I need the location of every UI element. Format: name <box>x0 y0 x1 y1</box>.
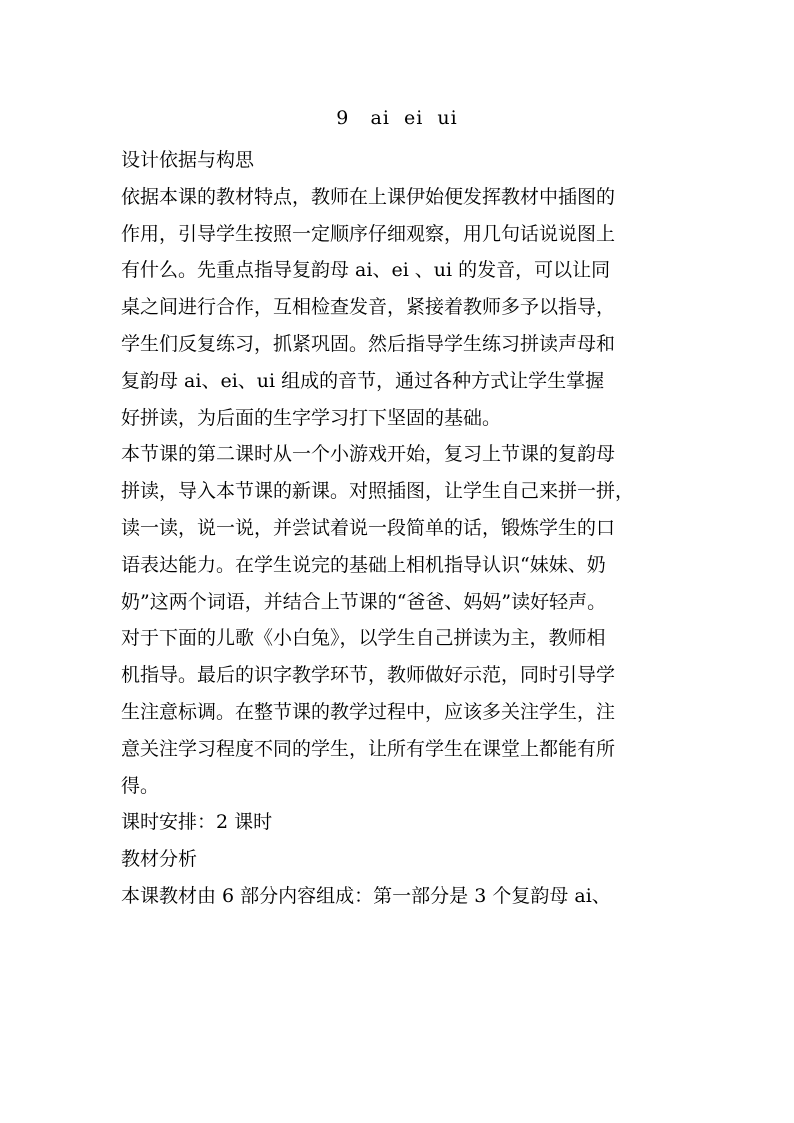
paragraph-line: 得。 <box>121 774 160 797</box>
paragraph-line: 机指导。最后的识字教学环节，教师做好示范，同时引导学 <box>121 664 616 687</box>
paragraph-line: 桌之间进行合作，互相检查发音，紧接着教师多予以指导， <box>121 296 616 319</box>
section-heading-design-basis: 设计依据与构思 <box>121 149 255 171</box>
schedule-line: 课时安排：2 课时 <box>121 811 273 834</box>
paragraph-line: 学生们反复练习，抓紧巩固。然后指导学生练习拼读声母和 <box>121 332 616 355</box>
paragraph-line: 好拼读，为后面的生字学习打下坚固的基础。 <box>121 406 502 429</box>
paragraph-line: 本课教材由 6 部分内容组成：第一部分是 3 个复韵母 ai、 <box>121 884 611 907</box>
lesson-title: 9 ai ei ui <box>336 107 458 129</box>
paragraph-line: 意关注学习程度不同的学生，让所有学生在课堂上都能有所 <box>121 737 616 760</box>
paragraph-line: 奶”这两个词语，并结合上节课的“爸爸、妈妈”读好轻声。 <box>121 590 607 613</box>
document-body <box>121 142 681 915</box>
paragraph-line: 对于下面的儿歌《小白兔》，以学生自己拼读为主，教师相 <box>121 627 606 650</box>
paragraph-line: 本节课的第二课时从一个小游戏开始，复习上节课的复韵母 <box>121 443 616 466</box>
paragraph-line: 生注意标调。在整节课的教学过程中，应该多关注学生，注 <box>121 700 616 723</box>
section-heading-material-analysis: 教材分析 <box>121 848 198 871</box>
paragraph-line: 读一读，说一说，并尝试着说一段简单的话，锻炼学生的口 <box>121 516 616 539</box>
paragraph-line: 依据本课的教材特点，教师在上课伊始便发挥教材中插图的 <box>121 185 616 208</box>
paragraph-line: 语表达能力。在学生说完的基础上相机指导认识“妹妹、奶 <box>121 553 606 576</box>
paragraph-line: 作用，引导学生按照一定顺序仔细观察，用几句话说说图上 <box>121 222 616 245</box>
paragraph-line: 复韵母 ai、ei、ui 组成的音节，通过各种方式让学生掌握 <box>121 369 605 392</box>
paragraph-line: 有什么。先重点指导复韵母 ai、ei 、ui 的发音，可以让同 <box>121 259 611 282</box>
paragraph-line: 拼读，导入本节课的新课。对照插图，让学生自己来拼一拼， <box>121 480 635 503</box>
